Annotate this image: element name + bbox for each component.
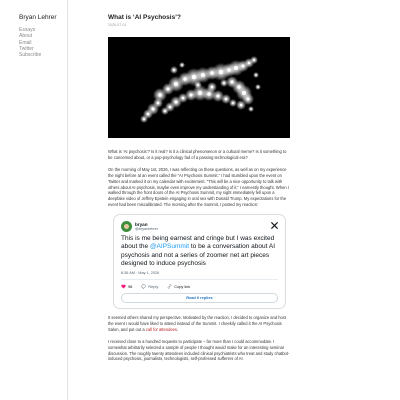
post-date: 2026-07-01	[108, 23, 127, 27]
nav-link-about[interactable]: About	[19, 33, 33, 40]
heart-icon	[121, 284, 126, 289]
link-icon	[167, 284, 172, 289]
nav-link-email[interactable]: Email	[19, 39, 32, 46]
tweet-author-handle[interactable]: @bryanlehrer	[135, 226, 159, 231]
embedded-tweet[interactable]	[113, 214, 286, 309]
tweet-author-name[interactable]: bryan	[135, 221, 148, 227]
sidebar-nav	[19, 27, 67, 58]
avatar[interactable]	[121, 221, 132, 232]
x-logo-icon[interactable]	[271, 222, 278, 229]
tweet-timestamp[interactable]: 8:36 AM · May 1, 2026	[121, 271, 278, 280]
like-count: 98	[128, 283, 133, 289]
paragraph: What is ‘AI psychosis’? Is it real? Is it a clinical phenomenon or a cultural meme? Is it something to be concerned about, or a pop-psychology fad of a passing technological era?	[108, 149, 287, 160]
hero-image	[108, 37, 290, 138]
site-name[interactable]: Bryan Lehrer	[19, 14, 57, 21]
post-title: What is ‘AI Psychosis’?	[108, 14, 181, 21]
tweet-text: This is me being earnest and cringe but I was excited about the @AIPSummit to be a conversation about AI psychosis and not a series of zoomer net art pieces designed to induce psychosis	[121, 235, 276, 267]
reply-label: Reply	[148, 283, 159, 289]
nav-link-essays[interactable]: Essays	[19, 27, 36, 33]
reply-bubble-icon	[141, 284, 146, 289]
paragraph: On the morning of May 1st, 2026, I was reflecting on these questions, as well as on my experience the night before at an event called the “AI Psychosis Summit.” I had stumbled upon the event on Twitter and marked it on my calendar with excitement. “This will be a nice opportunity to talk with others about AI psychosis, maybe even improve my understanding of it,” I earnestly thought. When I walked through the front doors of the AI Psychosis Summit, my sight immediately fell upon a deepfake video of Jeffrey Epstein engaging in oral sex with Donald Trump. My expectations for the event had been miscalibrated. The morning after the Summit, I posted my reaction:	[108, 166, 289, 208]
paragraph: I received close to a hundred requests to participate – far more than I could accommodate. I somewhat arbitrarily selected a sample of people I thought would make for an interesting seminar discussion. The roughly twenty attendees included clinical psychiatrists who treat and study chatbot-induced psychosis, journalists, technologists, self-professed sufferers of AI	[108, 338, 290, 362]
tweet-mention-link[interactable]: @AIPSummit	[149, 243, 190, 251]
copy-link-button[interactable]	[167, 284, 190, 289]
nav-link-twitter[interactable]: Twitter	[19, 45, 34, 52]
nav-link-subscribe[interactable]: Subscribe	[19, 52, 42, 59]
tweet-header	[121, 221, 278, 232]
call-for-attendees-link[interactable]: call for attendees	[145, 326, 177, 332]
paragraph: It seemed others shared my perspective. Motivated by the reaction, I decided to organize and host the event I would have liked to attend instead of the Summit. I cheekily called it the AI Psychosis Salon, and put out a call for attendees.	[108, 314, 286, 332]
reply-button[interactable]	[141, 284, 158, 289]
sidebar	[0, 0, 68, 400]
copy-link-label: Copy link	[174, 283, 191, 289]
read-replies-button[interactable]: Read 6 replies	[121, 293, 278, 303]
article	[108, 14, 290, 368]
tweet-actions	[121, 284, 278, 289]
like-button[interactable]	[121, 284, 132, 289]
